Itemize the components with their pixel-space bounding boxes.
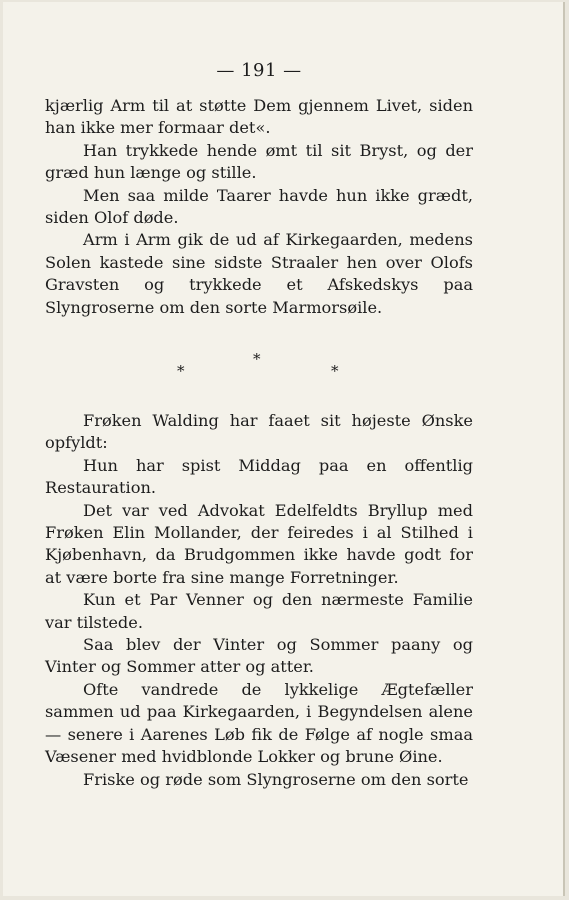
book-page — [3, 2, 565, 896]
separator-asterisk: * — [253, 350, 261, 368]
paragraph: Kun et Par Venner og den nærmeste Familie var tilstede. — [45, 590, 473, 632]
text-section-1 — [45, 95, 473, 319]
paragraph: Frøken Walding har faaet sit højeste Ønske opfyldt: — [45, 411, 473, 453]
paragraph: kjærlig Arm til at støtte Dem gjennem Livet, siden han ikke mer formaar det«. — [45, 96, 473, 138]
page-number: — 191 — — [216, 60, 302, 81]
paragraph: Saa blev der Vinter og Sommer paany og Vinter og Sommer atter og atter. — [45, 635, 473, 677]
separator-asterisk: * — [177, 362, 185, 380]
paragraph: Det var ved Advokat Edelfeldts Bryllup med Frøken Elin Mollander, der feiredes i al Stilhed i Kjøbenhavn, da Brudgommen ikke havde godt for at være borte fra sine mange Forretninger. — [45, 500, 473, 587]
paragraph: Arm i Arm gik de ud af Kirkegaarden, medens Solen kastede sine sidste Straaler hen over Olofs Gravsten og trykkede et Afskedskys paa Slyngroserne om den sorte Marmorsøile. — [45, 230, 473, 317]
separator-asterisk: * — [331, 362, 339, 380]
text-section-2 — [45, 410, 473, 791]
paragraph: Han trykkede hende ømt til sit Bryst, og der græd hun længe og stille. — [45, 140, 473, 183]
paragraph: Friske og røde som Slyngroserne om den sorte — [83, 769, 469, 789]
section-separator — [45, 350, 473, 380]
paragraph: Men saa milde Taarer havde hun ikke grædt, siden Olof døde. — [45, 185, 473, 228]
paragraph: Hun har spist Middag paa en offentlig Restauration. — [45, 455, 473, 498]
paragraph: Ofte vandrede de lykkelige Ægtefæller sammen ud paa Kirkegaarden, i Begyndelsen alene — senere i Aarenes Løb fik de Følge af nogle smaa Væsener med hvidblonde Lokker og brune Øine. — [45, 679, 473, 767]
